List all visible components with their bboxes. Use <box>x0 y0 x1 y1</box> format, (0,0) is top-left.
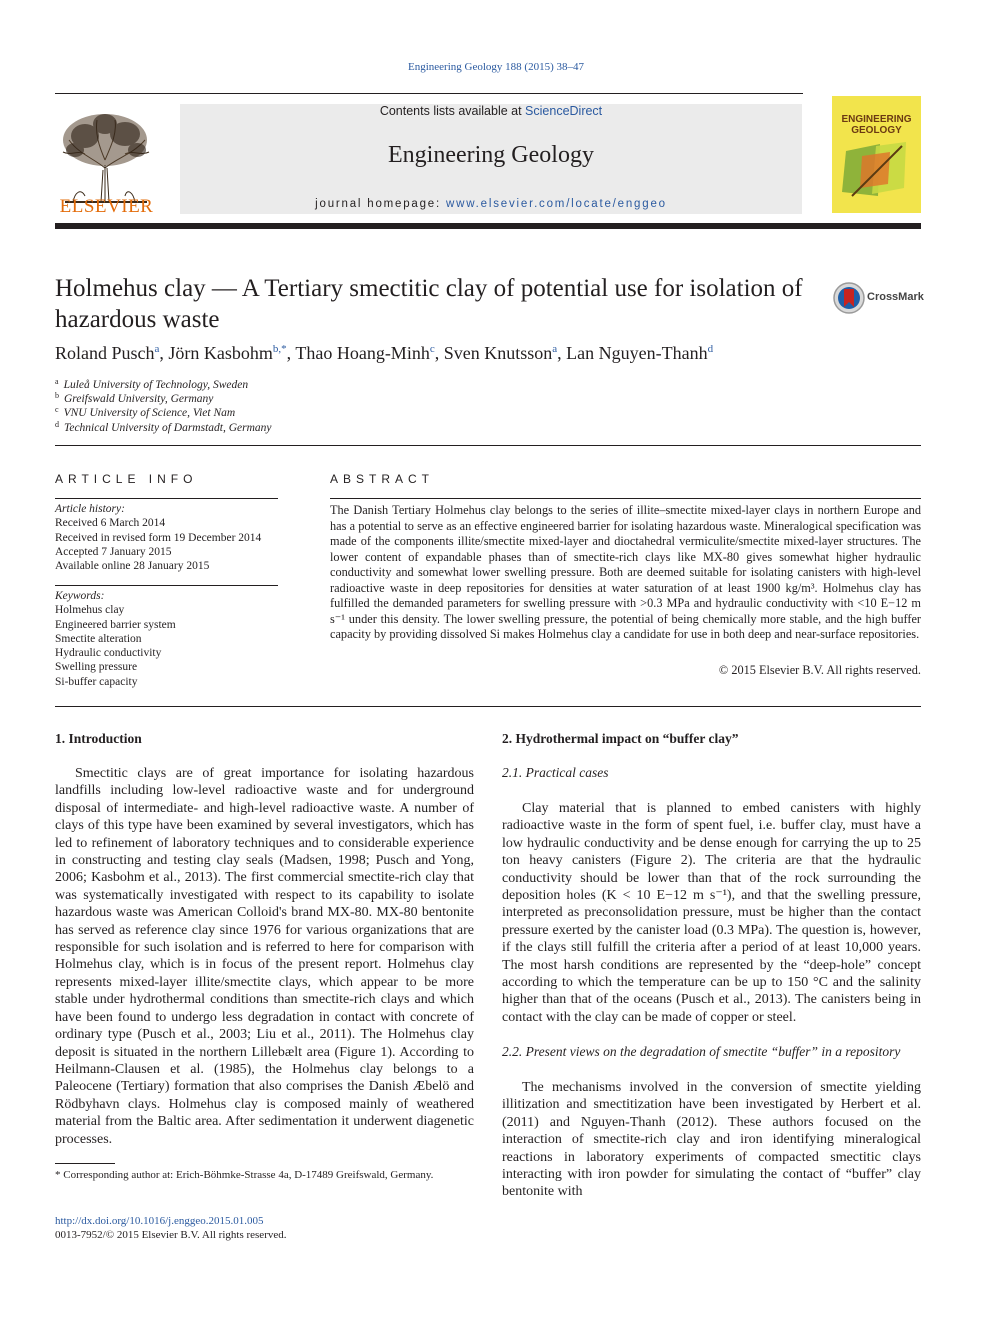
author-affiliation-mark[interactable]: d <box>707 343 714 355</box>
keyword: Si-buffer capacity <box>55 676 138 688</box>
keyword: Smectite alteration <box>55 633 142 645</box>
divider <box>55 498 278 499</box>
abstract-text: The Danish Tertiary Holmehus clay belongs to the series of illite–smectite mixed-layer clays in northern Europe and has a potential to serve as an effective engineered barrier for isolating hazardous waste. Mineralogical specification was made of the components illite/smectite mixed-layer and dioctahedral vermiculite/smectite mixed-layer structures. The lower content of expandable phases than of smectite-rich clays like MX-80 gives somewhat higher hydraulic conductivity and somewhat lower swelling pressure. Both are deemed suitable for isolating canisters with high-level radioactive waste in deep repositories for densities at water saturation of at least 1900 kg/m³. Holmehus clay has fulfilled the demanded parameters for swelling pressure with >0.3 MPa and hydraulic conductivity with <10 E−12 m s⁻¹ under this density. The lower swelling pressure, the potential of being chemically more stable, and the high buffer capacity by providing dissolved Si makes Holmehus clay a candidate for use in both deep and near-surface repositories. <box>330 503 921 641</box>
crossmark-label[interactable]: CrossMark <box>867 291 924 303</box>
crossmark-icon[interactable] <box>832 281 866 315</box>
practical-cases-paragraph: Clay material that is planned to embed canisters with highly radioactive waste in the form of spent fuel, i.e. buffer clay, must have a low hydraulic conductivity and be dense enough for carrying the up to 25 ton heavy canisters (Figure 2). The criteria are that the hydraulic conductivity should be lower than that of the rock surrounding the deposition holes (K < 10 E−12 m s⁻¹), and that the swelling pressure, interpreted as preconsolidation pressure, must be higher than the contact pressure exerted by the canister load (0.3 MPa). The question is, however, if the clays still fulfill the criteria after a period of at least 10,000 years. The most harsh conditions are represented by the “deep-hole” concept according to which the temperature can be up to 150 °C and the salinity higher than that of the oceans (Pusch et al., 2013). The canisters being in contact with the clay can be made of copper or steel. <box>502 801 921 1025</box>
journal-cover-thumbnail[interactable] <box>832 96 921 213</box>
affiliation <box>55 377 248 391</box>
affiliation-mark: c <box>55 405 59 414</box>
divider <box>55 706 921 707</box>
footnote-rule <box>55 1163 115 1164</box>
introduction-paragraph: Smectitic clays are of great importance for isolating hazardous landfills including low-level radioactive waste and for underground disposal of intermediate- and high-level radioactive waste. A number of clays of this type have been examined by several investigators, which has led to refinement of laboratory techniques and to considerable experience in constructing and testing clay seals (Madsen, 1998; Pusch and Yong, 2006; Kasbohm et al., 2013). The first commercial smectite-rich clay that was systematically investigated with respect to its capability to isolate hazardous waste was American Colloid's brand MX-80. MX-80 bentonite has served as reference clay since 1976 for various organizations that are responsible for such isolation and is referred to here for comparison with Holmehus clay, which is in focus of the present report. Holmehus clay represents mixed-layer illite/smectite clays, which appear to be more stable under hydrothermal conditions than smectite-rich clays and which have been found to undergo less degradation in contact with concrete of ordinary type (Pusch et al., 2003; Liu et al., 2011). The Holmehus clay deposit is situated in the northern Lillebælt area (Figure 1). According to Heilmann-Clausen et al. (1985), the Holmehus clay belongs to a Paleocene (Tertiary) formation that also comprises the Danish Æbelö and Rödbyhavn clays. Holmehus clay is composed mainly of weathered material from the Baltic area. After sedimentation it underwent diagenetic processes. <box>55 766 474 1147</box>
author-separator: , <box>557 343 567 363</box>
author-separator: , <box>434 343 444 363</box>
affiliation-mark: a <box>55 377 59 386</box>
affiliation-mark: b <box>55 391 59 400</box>
affiliation-text: Technical University of Darmstadt, Germany <box>64 422 272 434</box>
sciencedirect-link[interactable]: ScienceDirect <box>525 104 603 118</box>
subsection-heading-practical-cases: 2.1. Practical cases <box>502 765 609 780</box>
author-affiliation-mark[interactable]: a <box>552 343 558 355</box>
header-top-rule <box>55 93 803 94</box>
contents-line <box>180 104 802 118</box>
author-name[interactable]: Lan Nguyen-Thanh <box>566 343 708 363</box>
author-list <box>55 343 713 364</box>
doi-link[interactable]: http://dx.doi.org/10.1016/j.enggeo.2015.01.005 <box>55 1215 264 1227</box>
journal-title: Engineering Geology <box>388 142 594 168</box>
divider <box>330 498 921 499</box>
keyword: Holmehus clay <box>55 604 125 616</box>
author-affiliation-mark[interactable]: b,* <box>272 343 287 355</box>
keyword: Hydraulic conductivity <box>55 647 162 659</box>
cover-title-line2: GEOLOGY <box>851 125 902 136</box>
degradation-paragraph: The mechanisms involved in the conversion of smectite yielding illitization and smectitization have been investigated by Herbert et al. (2011) and Nguyen-Thanh (2012). These authors focused on the interaction of smectite-rich clay and iron identifying mineralogical reactions in laboratory experiments of compacted smectitic clays interacting with iron powder for simulating the contact of “buffer” clay bentonite with <box>502 1080 921 1200</box>
author-separator: , <box>159 343 169 363</box>
author-affiliation-mark[interactable]: c <box>429 343 435 355</box>
affiliation <box>55 420 272 434</box>
practical-cases-body <box>502 800 921 1026</box>
author-name[interactable]: Jörn Kasbohm <box>168 343 273 363</box>
journal-homepage-line <box>180 198 802 210</box>
homepage-link[interactable]: www.elsevier.com/locate/enggeo <box>446 198 667 210</box>
keywords-label: Keywords: <box>55 590 105 602</box>
revised-date: Received in revised form 19 December 2014 <box>55 532 262 544</box>
author-separator: , <box>286 343 296 363</box>
online-date: Available online 28 January 2015 <box>55 560 210 572</box>
cover-title-line1: ENGINEERING <box>841 114 912 125</box>
section-heading-introduction: 1. Introduction <box>55 731 142 746</box>
subsection-heading-degradation: 2.2. Present views on the degradation of smectite “buffer” in a repository <box>502 1044 901 1059</box>
abstract-label: ABSTRACT <box>330 472 435 486</box>
affiliation-text: Greifswald University, Germany <box>64 393 214 405</box>
keyword: Swelling pressure <box>55 661 138 673</box>
publisher-name: ELSEVIER <box>59 196 154 217</box>
affiliation-text: Luleå University of Technology, Sweden <box>63 379 249 391</box>
issn-line: 0013-7952/© 2015 Elsevier B.V. All rights reserved. <box>55 1229 287 1241</box>
affiliation <box>55 391 213 405</box>
journal-reference[interactable]: Engineering Geology 188 (2015) 38–47 <box>408 61 584 73</box>
author-name[interactable]: Roland Pusch <box>55 343 155 363</box>
keyword: Engineered barrier system <box>55 619 176 631</box>
article-info-label: ARTICLE INFO <box>55 472 198 486</box>
author-affiliation-mark[interactable]: a <box>154 343 160 355</box>
author-name[interactable]: Sven Knutsson <box>443 343 553 363</box>
author-name[interactable]: Thao Hoang-Minh <box>295 343 430 363</box>
abstract-copyright: © 2015 Elsevier B.V. All rights reserved. <box>718 663 921 677</box>
affiliation <box>55 405 235 419</box>
received-date: Received 6 March 2014 <box>55 517 166 529</box>
article-title: Holmehus clay — A Tertiary smectitic clay of potential use for isolation of hazardous waste <box>55 275 803 333</box>
section-heading-hydrothermal: 2. Hydrothermal impact on “buffer clay” <box>502 731 739 746</box>
introduction-body <box>55 765 474 1148</box>
cover-artwork <box>832 96 921 213</box>
divider <box>55 585 278 586</box>
contents-prefix: Contents lists available at <box>379 104 526 118</box>
degradation-body <box>502 1079 921 1201</box>
accepted-date: Accepted 7 January 2015 <box>55 546 172 558</box>
corresponding-author-footnote: * Corresponding author at: Erich-Böhmke-Strasse 4a, D-17489 Greifswald, Germany. <box>55 1169 434 1181</box>
divider <box>55 445 921 446</box>
homepage-prefix: journal homepage: <box>315 198 446 210</box>
affiliation-text: VNU University of Science, Viet Nam <box>63 407 236 419</box>
affiliation-mark: d <box>55 420 59 429</box>
history-label: Article history: <box>55 503 125 515</box>
header-thick-rule <box>55 223 921 229</box>
